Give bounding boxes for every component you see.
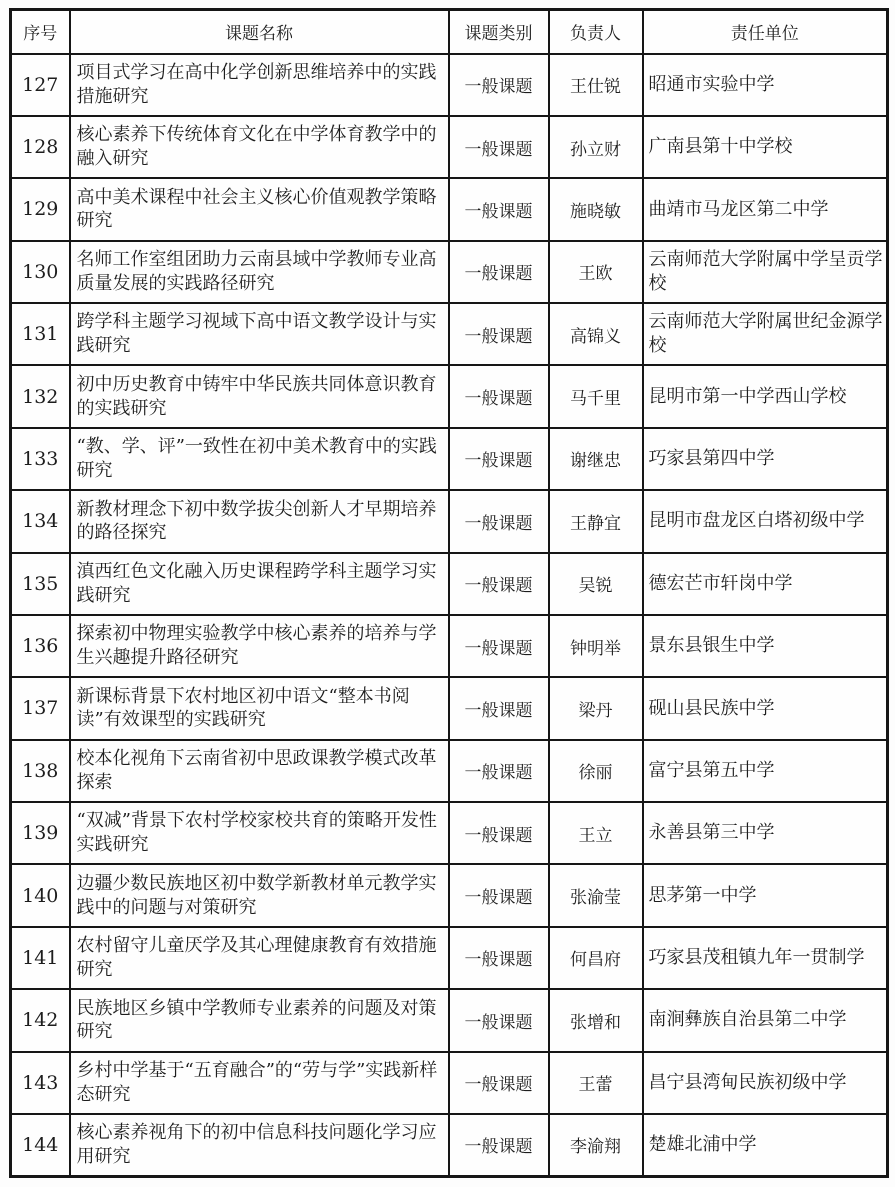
project-leader: 孙立财	[549, 116, 643, 178]
project-category: 一般课题	[449, 365, 549, 427]
project-category: 一般课题	[449, 1052, 549, 1114]
table-row	[11, 553, 888, 615]
project-unit: 云南师范大学附属世纪金源学校	[643, 303, 888, 365]
table-row	[11, 241, 888, 303]
row-number: 144	[11, 1114, 70, 1177]
project-title: 校本化视角下云南省初中思政课教学模式改革探索	[70, 740, 449, 802]
project-unit: 富宁县第五中学	[643, 740, 888, 802]
row-number: 139	[11, 802, 70, 864]
project-category: 一般课题	[449, 116, 549, 178]
project-category: 一般课题	[449, 428, 549, 490]
project-unit: 砚山县民族中学	[643, 677, 888, 739]
project-title: 探索初中物理实验教学中核心素养的培养与学生兴趣提升路径研究	[70, 615, 449, 677]
project-unit: 昆明市第一中学西山学校	[643, 365, 888, 427]
project-category: 一般课题	[449, 1114, 549, 1177]
table-row	[11, 615, 888, 677]
row-number: 143	[11, 1052, 70, 1114]
row-number: 137	[11, 677, 70, 739]
project-title: 核心素养下传统体育文化在中学体育教学中的融入研究	[70, 116, 449, 178]
row-number: 129	[11, 178, 70, 240]
row-number: 127	[11, 54, 70, 116]
table-row	[11, 490, 888, 552]
project-unit: 曲靖市马龙区第二中学	[643, 178, 888, 240]
table-row	[11, 178, 888, 240]
table-row	[11, 989, 888, 1051]
project-title: 跨学科主题学习视域下高中语文教学设计与实践研究	[70, 303, 449, 365]
project-leader: 王静宜	[549, 490, 643, 552]
project-title: 核心素养视角下的初中信息科技问题化学习应用研究	[70, 1114, 449, 1177]
table-row	[11, 740, 888, 802]
project-leader: 梁丹	[549, 677, 643, 739]
row-number: 134	[11, 490, 70, 552]
project-title: 民族地区乡镇中学教师专业素养的问题及对策研究	[70, 989, 449, 1051]
table-row	[11, 54, 888, 116]
row-number: 130	[11, 241, 70, 303]
project-category: 一般课题	[449, 864, 549, 926]
table-row	[11, 1114, 888, 1177]
project-leader: 谢继忠	[549, 428, 643, 490]
project-title: 项目式学习在高中化学创新思维培养中的实践措施研究	[70, 54, 449, 116]
project-unit: 昌宁县湾甸民族初级中学	[643, 1052, 888, 1114]
row-number: 128	[11, 116, 70, 178]
table-row	[11, 677, 888, 739]
table-row	[11, 927, 888, 989]
row-number: 140	[11, 864, 70, 926]
project-leader: 张增和	[549, 989, 643, 1051]
project-title: 高中美术课程中社会主义核心价值观教学策略研究	[70, 178, 449, 240]
table-row	[11, 802, 888, 864]
project-leader: 马千里	[549, 365, 643, 427]
project-title: 农村留守儿童厌学及其心理健康教育有效措施研究	[70, 927, 449, 989]
project-category: 一般课题	[449, 677, 549, 739]
row-number: 142	[11, 989, 70, 1051]
header-title: 课题名称	[70, 10, 449, 54]
table-body	[11, 54, 888, 1177]
project-leader: 施晓敏	[549, 178, 643, 240]
table-row	[11, 116, 888, 178]
project-unit: 昆明市盘龙区白塔初级中学	[643, 490, 888, 552]
project-unit: 云南师范大学附属中学呈贡学校	[643, 241, 888, 303]
project-category: 一般课题	[449, 303, 549, 365]
project-leader: 钟明举	[549, 615, 643, 677]
projects-table	[9, 8, 889, 1178]
project-unit: 巧家县第四中学	[643, 428, 888, 490]
project-title: 名师工作室组团助力云南县域中学教师专业高质量发展的实践路径研究	[70, 241, 449, 303]
project-category: 一般课题	[449, 178, 549, 240]
header-leader: 负责人	[549, 10, 643, 54]
project-leader: 王仕锐	[549, 54, 643, 116]
table-row	[11, 1052, 888, 1114]
project-unit: 景东县银生中学	[643, 615, 888, 677]
project-unit: 楚雄北浦中学	[643, 1114, 888, 1177]
project-leader: 徐丽	[549, 740, 643, 802]
project-category: 一般课题	[449, 490, 549, 552]
project-unit: 德宏芒市轩岗中学	[643, 553, 888, 615]
project-category: 一般课题	[449, 802, 549, 864]
project-category: 一般课题	[449, 553, 549, 615]
project-leader: 王欧	[549, 241, 643, 303]
project-category: 一般课题	[449, 740, 549, 802]
table-row	[11, 365, 888, 427]
project-leader: 王立	[549, 802, 643, 864]
project-category: 一般课题	[449, 927, 549, 989]
header-no: 序号	[11, 10, 70, 54]
row-number: 133	[11, 428, 70, 490]
table-row	[11, 864, 888, 926]
project-title: 滇西红色文化融入历史课程跨学科主题学习实践研究	[70, 553, 449, 615]
table-row	[11, 303, 888, 365]
header-unit: 责任单位	[643, 10, 888, 54]
project-title: 边疆少数民族地区初中数学新教材单元教学实践中的问题与对策研究	[70, 864, 449, 926]
project-title: “教、学、评”一致性在初中美术教育中的实践研究	[70, 428, 449, 490]
project-leader: 吴锐	[549, 553, 643, 615]
project-title: 乡村中学基于“五育融合”的“劳与学”实践新样态研究	[70, 1052, 449, 1114]
project-unit: 昭通市实验中学	[643, 54, 888, 116]
table-row	[11, 428, 888, 490]
project-category: 一般课题	[449, 241, 549, 303]
row-number: 132	[11, 365, 70, 427]
project-title: 新教材理念下初中数学拔尖创新人才早期培养的路径探究	[70, 490, 449, 552]
header-category: 课题类别	[449, 10, 549, 54]
row-number: 135	[11, 553, 70, 615]
row-number: 136	[11, 615, 70, 677]
table-header	[11, 10, 888, 54]
project-unit: 南涧彝族自治县第二中学	[643, 989, 888, 1051]
project-leader: 何昌府	[549, 927, 643, 989]
header-row	[11, 10, 888, 54]
project-unit: 永善县第三中学	[643, 802, 888, 864]
row-number: 131	[11, 303, 70, 365]
project-unit: 广南县第十中学校	[643, 116, 888, 178]
project-leader: 张渝莹	[549, 864, 643, 926]
project-title: 新课标背景下农村地区初中语文“整本书阅读”有效课型的实践研究	[70, 677, 449, 739]
project-title: “双减”背景下农村学校家校共育的策略开发性实践研究	[70, 802, 449, 864]
project-category: 一般课题	[449, 989, 549, 1051]
row-number: 138	[11, 740, 70, 802]
project-leader: 王蕾	[549, 1052, 643, 1114]
project-leader: 李渝翔	[549, 1114, 643, 1177]
project-leader: 高锦义	[549, 303, 643, 365]
project-category: 一般课题	[449, 54, 549, 116]
project-category: 一般课题	[449, 615, 549, 677]
row-number: 141	[11, 927, 70, 989]
project-unit: 思茅第一中学	[643, 864, 888, 926]
project-title: 初中历史教育中铸牢中华民族共同体意识教育的实践研究	[70, 365, 449, 427]
project-unit: 巧家县茂租镇九年一贯制学	[643, 927, 888, 989]
